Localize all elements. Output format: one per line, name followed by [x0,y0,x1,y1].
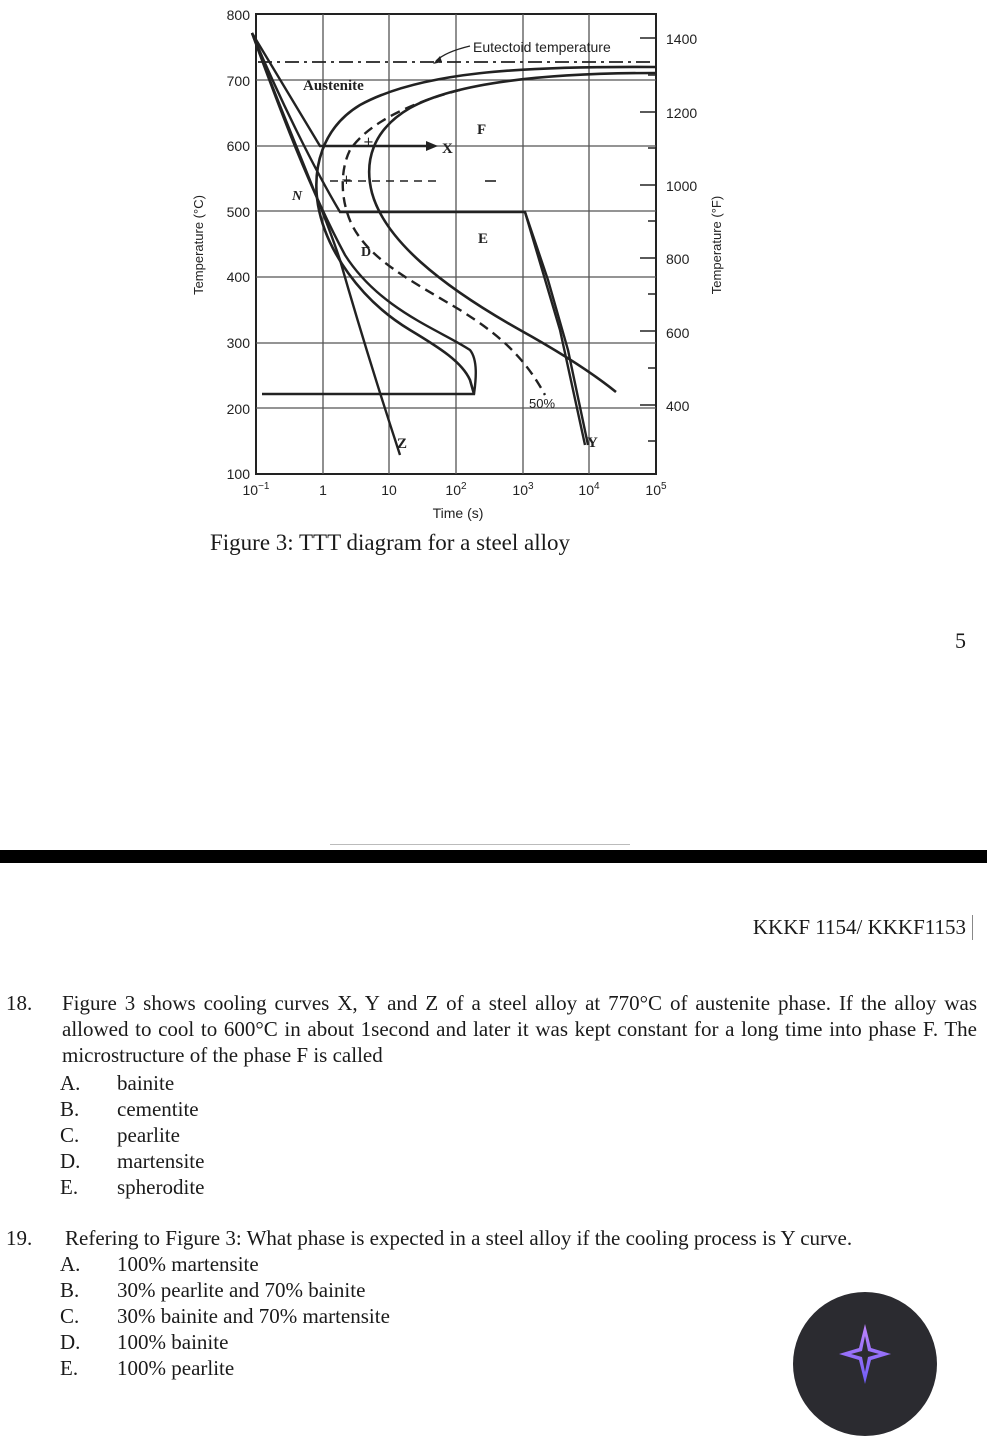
option-text: 30% bainite and 70% martensite [117,1304,390,1328]
cooling-curve-y [252,33,580,440]
ttt-diagram [0,0,987,530]
right-axis-ticks [640,38,656,441]
course-code: KKKF 1154/ KKKF1153 [753,915,973,940]
option-letter: B. [60,1097,80,1121]
option-letter: C. [60,1304,80,1328]
left-tick-label: 800 [226,7,250,23]
label-e: E [478,231,489,247]
label-y: Y [587,435,598,451]
sparkle-star-icon [837,1322,893,1386]
left-tick-label: 500 [226,204,250,220]
question-text: Figure 3 shows cooling curves X, Y and Z of a steel alloy at 770°C of austenite phase. If the alloy was allowed to cool to 600°C in about 1second and later it was kept constant for a long time into phase F. The microstructure of the phase F is called [62,991,977,1067]
option-letter: B. [60,1278,80,1302]
x-axis-label: Time (s) [432,505,484,521]
page-number: 5 [955,628,966,653]
transformation-finish-curve [369,73,656,392]
scan-artifact-line [330,844,630,845]
x-tick-label: $10^3$ [512,481,534,498]
option-letter: D. [60,1149,81,1173]
option-text: cementite [117,1097,199,1121]
assistant-widget-button[interactable] [793,1292,937,1436]
label-z: Z [397,436,408,452]
option-letter: A. [60,1252,81,1276]
option-text: 100% bainite [117,1330,229,1354]
option-text: pearlite [117,1123,180,1147]
option-letter: E. [60,1175,79,1199]
option-text: 100% martensite [117,1252,259,1276]
x-tick-label: $10^5$ [645,481,667,498]
eutectoid-arrow [436,46,470,61]
option-text: 100% pearlite [117,1356,235,1380]
label-f: F [477,122,487,138]
x-tick-label: $10^2$ [445,481,467,498]
question-text: Refering to Figure 3: What phase is expected in a steel alloy if the cooling process is Y curve. [65,1226,853,1250]
option-letter: C. [60,1123,80,1147]
x-tick-label: $10^{-1}$ [242,481,270,498]
right-tick-label: 800 [666,251,690,267]
figure-caption: Figure 3: TTT diagram for a steel alloy [209,530,571,555]
option-letter: A. [60,1071,81,1095]
x-tick-label: 10 [381,482,397,498]
option-text: martensite [117,1149,205,1173]
option-letter: E. [60,1356,79,1380]
label-x: X [442,141,453,157]
option-letter: D. [60,1330,81,1354]
right-axis-tick-labels [666,31,697,414]
x-tick-label: 1 [319,482,327,498]
question-number: 19. [6,1226,33,1250]
label-fifty: 50% [529,396,556,411]
label-d: D [361,245,372,260]
x-tick-label: $10^4$ [578,481,600,498]
left-axis-label: Temperature (°C) [191,195,206,295]
question-number: 18. [6,991,33,1015]
right-tick-label: 1000 [666,178,698,194]
x-axis-tick-labels [243,481,668,498]
left-tick-label: 400 [226,269,250,285]
option-text: 30% pearlite and 70% bainite [117,1278,366,1302]
left-tick-label: 200 [226,401,250,417]
plus-mark: + [363,135,374,150]
plus-mark: + [341,173,352,188]
eutectoid-label: Eutectoid temperature [473,39,611,55]
right-tick-label: 1200 [666,105,698,121]
right-tick-label: 1400 [666,31,698,47]
left-tick-label: 600 [226,138,250,154]
left-tick-label: 700 [226,73,250,89]
option-text: spherodite [117,1175,205,1199]
left-tick-label: 300 [226,335,250,351]
right-tick-label: 400 [666,398,690,414]
left-axis-tick-labels [227,7,251,482]
option-text: bainite [117,1071,175,1095]
left-tick-label: 100 [226,466,250,482]
label-n: N [292,189,303,204]
page-separator [0,850,987,863]
austenite-label: Austenite [303,78,364,94]
right-axis-label: Temperature (°F) [709,195,724,295]
right-tick-label: 600 [666,325,690,341]
